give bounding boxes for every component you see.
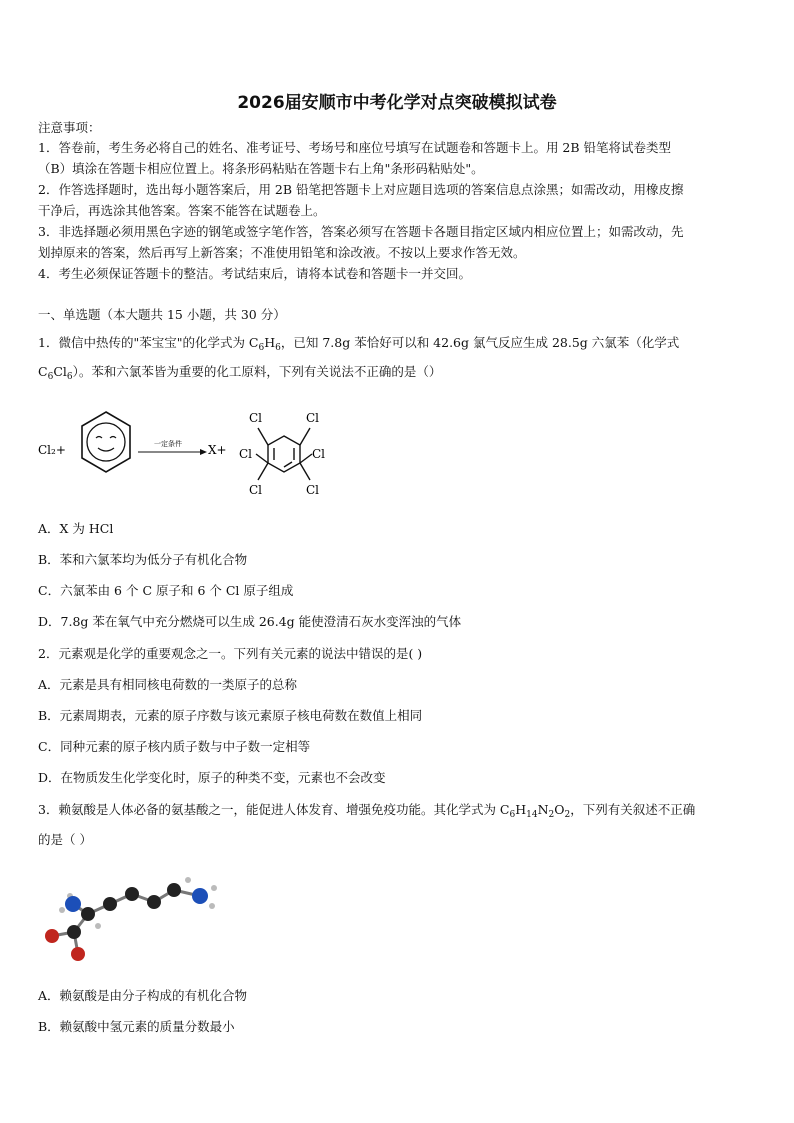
question-3-option-b[interactable]: B．赖氨酸中氢元素的质量分数最小 <box>38 1019 235 1034</box>
cl-label: Cl <box>312 447 326 461</box>
notice-line: 3．非选择题必须用黑色字迹的钢笔或签字笔作答，答案必须写在答题卡各题目指定区域内相应位置上；如需改动，先 <box>38 224 684 239</box>
reactant-label: Cl₂+ <box>38 443 66 457</box>
notice-heading: 注意事项： <box>38 120 101 135</box>
lysine-ball-stick-model <box>38 866 228 976</box>
cl-label: Cl <box>306 411 320 425</box>
cl-label: Cl <box>306 483 320 497</box>
question-3-stem: 的是（ ） <box>38 832 92 847</box>
question-2-option-c[interactable]: C．同种元素的原子核内质子数与中子数一定相等 <box>38 739 311 754</box>
notice-line: （B）填涂在答题卡相应位置上。将条形码粘贴在答题卡右上角"条形码粘贴处"。 <box>38 161 484 176</box>
cl-label: Cl <box>249 483 263 497</box>
question-3-option-a[interactable]: A．赖氨酸是由分子构成的有机化合物 <box>38 988 248 1003</box>
question-1-option-a[interactable]: A．X 为 HCl <box>38 521 114 536</box>
question-2-option-a[interactable]: A．元素是具有相同核电荷数的一类原子的总称 <box>38 677 298 692</box>
page-title: 2026届安顺市中考化学对点突破模拟试卷 <box>237 93 557 113</box>
notice-line: 1．答卷前，考生务必将自己的姓名、准考证号、考场号和座位号填写在试题卷和答题卡上。用 2B 铅笔将试卷类型 <box>38 140 672 155</box>
question-1-option-b[interactable]: B．苯和六氯苯均为低分子有机化合物 <box>38 552 248 567</box>
question-2-option-b[interactable]: B．元素周期表，元素的原子序数与该元素原子核电荷数在数值上相同 <box>38 708 423 723</box>
question-1-option-d[interactable]: D．7.8g 苯在氧气中充分燃烧可以生成 26.4g 能使澄清石灰水变浑浊的气体 <box>38 614 462 629</box>
cl-label: Cl <box>249 411 263 425</box>
question-3-stem: 3．赖氨酸是人体必备的氨基酸之一，能促进人体发育、增强免疫功能。其化学式为 $C_6H_{14}N_2O_2$，下列有关叙述不正确 <box>38 802 696 820</box>
reaction-arrow <box>138 439 207 455</box>
question-1-stem: 1．微信中热传的"苯宝宝"的化学式为 $C_6H_6$，已知 7.8g 苯恰好可以和 42.6g 氯气反应生成 28.5g 六氯苯（化学式 <box>38 335 680 353</box>
product-x-label: X+ <box>208 443 227 457</box>
notice-line: 4．考生必须保证答题卡的整洁。考试结束后，请将本试卷和答题卡一并交回。 <box>38 266 471 281</box>
question-2-stem: 2．元素观是化学的重要观念之一。下列有关元素的说法中错误的是( ) <box>38 646 423 661</box>
question-1-option-c[interactable]: C．六氯苯由 6 个 C 原子和 6 个 Cl 原子组成 <box>38 583 294 598</box>
notice-line: 干净后，再选涂其他答案。答案不能答在试题卷上。 <box>38 203 326 218</box>
question-2-option-d[interactable]: D．在物质发生化学变化时，原子的种类不变，元素也不会改变 <box>38 770 386 785</box>
benzene-structure <box>82 412 130 472</box>
reaction-condition: 一定条件 <box>154 440 182 448</box>
hexachlorobenzene-structure <box>256 428 312 480</box>
question-1-stem: $C_6Cl_6$）。苯和六氯苯皆为重要的化工原料，下列有关说法不正确的是（） <box>38 364 442 382</box>
molecule-atoms <box>45 877 217 961</box>
section-heading: 一、单选题（本大题共 15 小题，共 30 分） <box>38 307 286 322</box>
notice-line: 2．作答选择题时，选出每小题答案后，用 2B 铅笔把答题卡上对应题目选项的答案信息点涂黑；如需改动，用橡皮擦 <box>38 182 684 197</box>
cl-label: Cl <box>239 447 253 461</box>
notice-line: 划掉原来的答案，然后再写上新答案；不准使用铅笔和涂改液。不按以上要求作答无效。 <box>38 245 526 260</box>
reaction-figure <box>30 398 350 508</box>
